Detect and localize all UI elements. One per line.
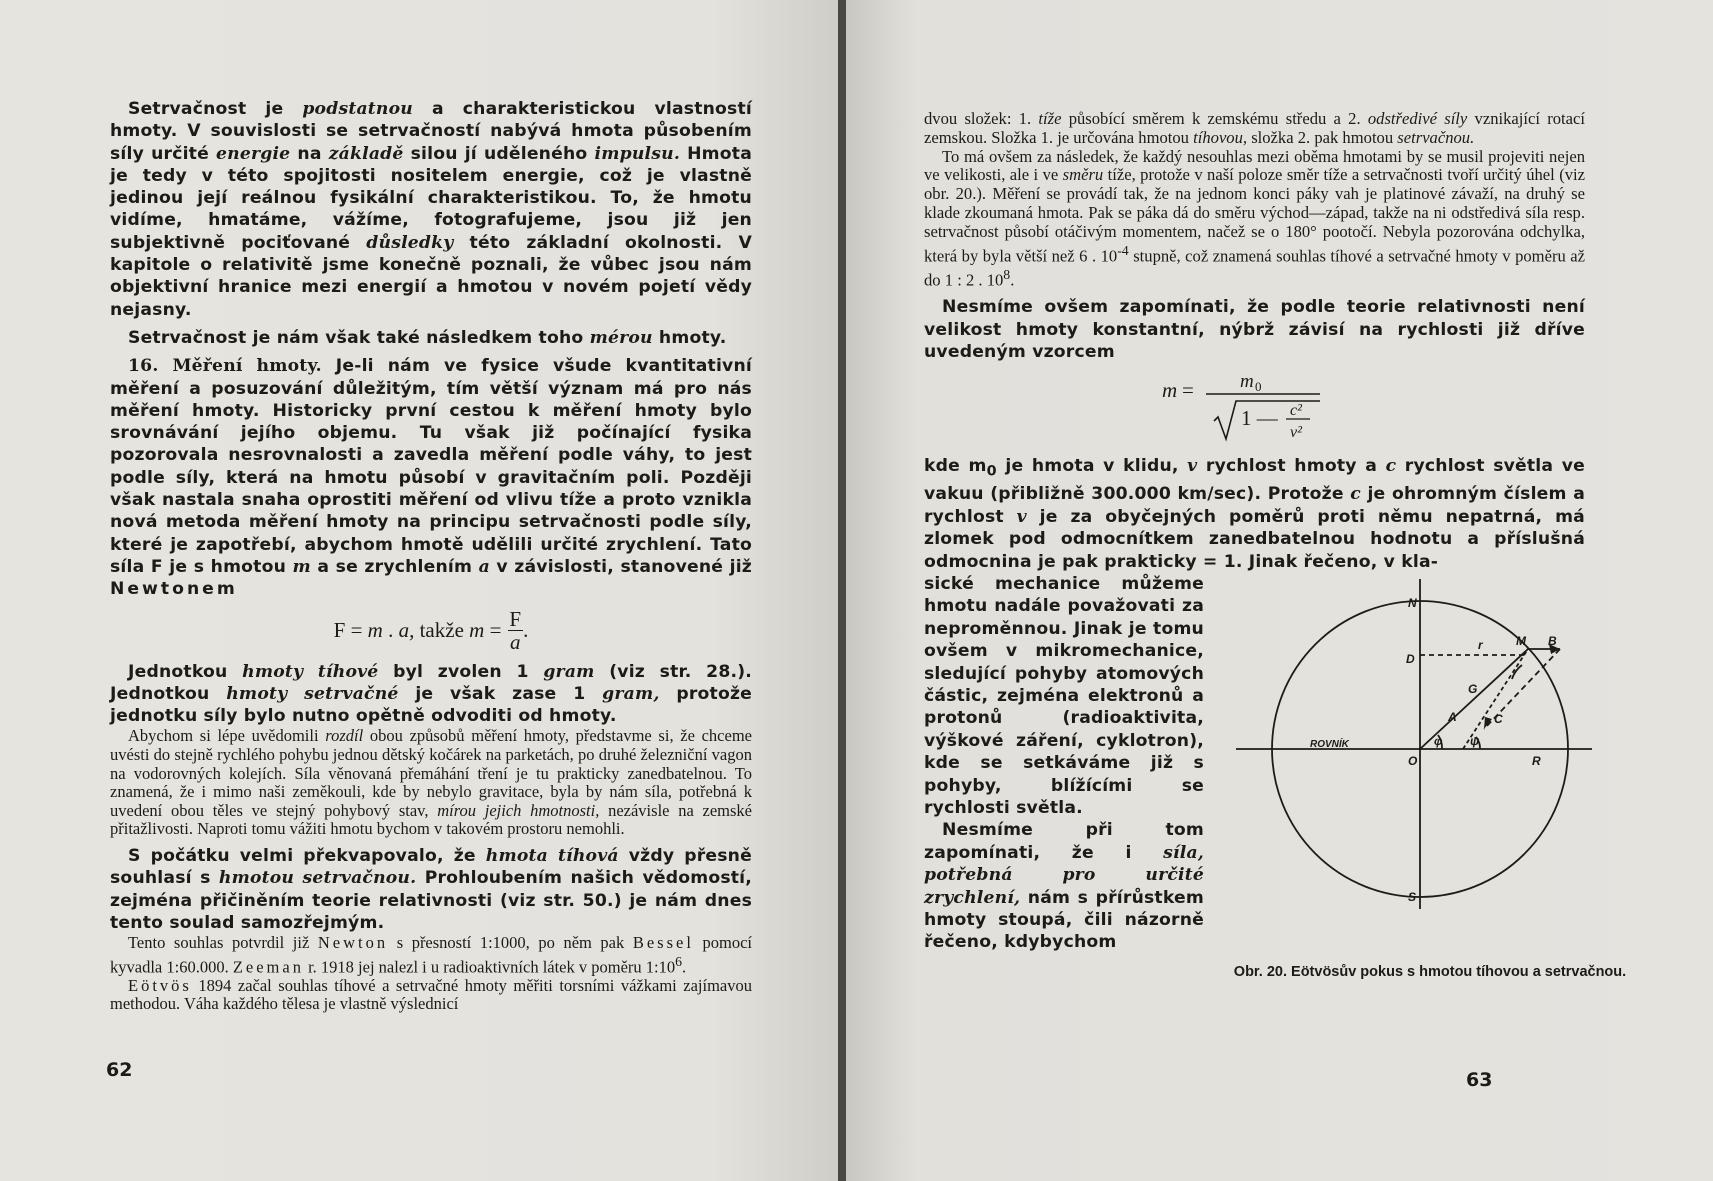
paragraph-inertia-measure: Setrvačnost je nám však také následkem toho mérou hmoty. [128, 327, 727, 348]
page-number-right: 63 [1466, 1069, 1493, 1091]
label-phi: φ [1434, 733, 1443, 748]
figure-20 [1230, 569, 1640, 981]
label-d: D [1406, 651, 1415, 666]
label-b: B [1548, 633, 1557, 648]
svg-text:m: m [1162, 378, 1178, 403]
label-n: N [1408, 595, 1417, 610]
svg-text:m: m [1240, 371, 1254, 393]
svg-text:1 —: 1 — [1241, 406, 1278, 431]
paragraph-agreement: S počátku velmi překvapovalo, že hmota tíhová vždy přesně souhlasí s hmotou setrvačnou. Prohloubením našich vědomostí, zejména přičiněním teorie relativnosti (viz str. 50.) je nám dnes tento soulad samozřejmým. [110, 845, 752, 933]
paragraph-confirmations: Tento souhlas potvrdil již Newton s přesností 1:1000, po něm pak Bessel pomocí kyvadla 1:60.000. Zeeman r. 1918 jej nalezl i u radioaktivních látek v poměru $1:10^6$. [110, 933, 752, 977]
label-r-point: R [1532, 753, 1541, 768]
label-g: G [1468, 681, 1478, 696]
paragraph-inertia: Setrvačnost je podstatnou a charakteristickou vlastností hmoty. V souvislosti se setrvačností nabývá hmota působením síly určité energie na základě silou jí uděleného impulsu. Hmota je tedy v této spojitosti nositelem energie, což je vlastně jedinou její reálnou fysikální charakteristikou. To, že hmotu vidíme, hmatáme, vážíme, fotografujeme, jsou již jen subjektivně pociťované důsledky této základní okolnosti. V kapitole o relativitě jsme konečně poznali, že vůbec jsou nám objektivní hranice mezi energií a hmotou v novém pojetí vědy nejasny. [110, 99, 753, 320]
label-rovnik: ROVNÍK [1310, 738, 1349, 750]
paragraph-rest-mass-a: kde $m_0$ je hmota v klidu, v rychlost hmoty a c rychlost světla ve vakuu (přibližně 300.000 km/sec). Protože c je ohromným číslem a rychlost v je za obyčejných poměrů proti němu nepatrná, má zlomek pod odmocnítkem zanedbatelnou hodnotu a příslušná odmocnina je pak prakticky = 1. Jinak řečeno, v kla- [924, 456, 1585, 572]
paragraph-relativity: Nesmíme ovšem zapomínati, že podle teorie relativnosti není velikost hmoty konstantní, nýbrž závisí na rychlosti již dříve uvedeným vzorcem [924, 297, 1585, 363]
label-m: M [1516, 633, 1526, 648]
paragraph-force-growth: Nesmíme při tom zapomínati, že i síla, potřebná pro určité zrychlení, nám s přírůstkem hmoty stoupá, čili názorně řečeno, kdybychom [924, 820, 1204, 953]
section-heading: 16. Měření hmoty. [128, 356, 322, 377]
label-r: r [1478, 637, 1483, 652]
paragraph-eotvos: Eötvös 1894 začal souhlas tíhové a setrvačné hmoty měřiti torsními vážkami zajímavou methodou. Váha každého tělesa je vlastně výslednicí [110, 975, 752, 1014]
svg-text:c²: c² [1290, 402, 1302, 420]
paragraph-method: To má ovšem za následek, že každý nesouhlas mezi oběma hmotami by se musil projeviti nejen ve velikosti, ale i ve směru tíže, protože v naší poloze směr tíže a setrvačnosti tvoří určitý úhel (viz obr. 20.). Měření se provádí tak, že na jednom konci páky vah je platinové závaží, na druhý se klade zkoumaná hmota. Pak se páka dá do směru východ—západ, takže na ni odstředivá síla resp. setrvačnost působí otáčivým momentem, načež se o 180° pootočí. Nebyla pozorována odchylka, která by byla větší než 6 . $10^{-4}$ stupně, což znamená souhlas tíhové a setrvačné hmoty v poměru až do 1 : 2 . $10^8$. [924, 146, 1585, 290]
label-s: S [1408, 889, 1417, 904]
svg-text:=: = [1182, 378, 1194, 403]
relativistic-mass-formula [924, 367, 1585, 451]
page-number-left: 62 [106, 1059, 133, 1081]
left-page [0, 0, 838, 1181]
label-a: A [1448, 709, 1457, 724]
formula-denominator: a [510, 630, 521, 655]
book-gutter [838, 0, 846, 1181]
svg-text:v²: v² [1290, 424, 1302, 442]
paragraph-example: Abychom si lépe uvědomili rozdíl obou způsobů měření hmoty, představme si, že chceme uvésti do stejně rychlého pohybu jednou dětský kočárek na parketách, po druhé železniční vagon na vodorovných kolejích. Síla věnovaná přemáhání tření je tu prakticky zanedbatelnou. To znamená, že i mimo naši zeměkouli, kde by nebylo gravitace, byla by nám síla, potřebná k uvedení obou těles ve stejný pohybový stav, mírou jejich hmotnosti, nezávisle na zemské přitažlivosti. Naproti tomu vážiti hmotu bychom v takovém prostoru nemohli. [110, 726, 752, 839]
label-psi: ψ [1470, 733, 1480, 748]
paragraph-components: dvou složek: 1. tíže působící směrem k zemskému středu a 2. odstředivé síly vznikající rotací zemskou. Složka 1. je určována hmotou tíhovou, složka 2. pak hmotou setrvačnou. [924, 109, 1585, 147]
label-o: O [1408, 753, 1418, 768]
paragraph-section-16: 16. Měření hmoty. Je-li nám ve fysice všude kvantitativní měření a posuzování důležitým, tím větší význam má pro nás měření hmoty. Historicky první cestou k měření hmoty bylo srovnávání jejího objemu. Tu však již počínající fysika pozorovala nesrovnalosti a zavedla měření podle váhy, to jest podle síly, která na hmotu působí v gravitačním poli. Později však nastala snaha oprostiti měření od vlivu tíže a proto vznikla nová metoda měření hmoty na principu setrvačnosti podle síly, které je zapotřebí, abychom hmotě udělili určité zrychlení. Tato síla F je s hmotou m a se zrychlením a v závislosti, stanovené již Newtonem [110, 356, 752, 600]
eotvos-diagram [1230, 569, 1640, 959]
formula-numerator: F [509, 607, 522, 632]
svg-text:0: 0 [1255, 379, 1262, 395]
newton-formula: F = m . a, takže m = $\frac{F}{a}$ . [333, 607, 529, 655]
figure-caption: Obr. 20. Eötvösův pokus s hmotou tíhovou a setrvačnou. [1233, 963, 1627, 980]
text-with-figure [924, 455, 1627, 992]
paragraph-units: Jednotkou hmoty tíhové byl zvolen 1 gram (viz str. 28.). Jednotkou hmoty setrvačné je však zase 1 gram, protože jednotku síly bylo nutno opětně odvoditi od hmoty. [110, 661, 753, 727]
right-page [846, 0, 1713, 1181]
label-c: C [1494, 711, 1503, 726]
paragraph-rest-mass-b: sické mechanice můžeme hmotu nadále považovati za neproměnnou. Jinak je tomu ovšem v mikromechanice, sledující pohyby atomových částic, zejména elektronů a protonů (radioaktivita, výškové záření, cyklotron), kde se setkáváme již s pohyby, blížícími se rychlosti světla. [924, 573, 1204, 818]
